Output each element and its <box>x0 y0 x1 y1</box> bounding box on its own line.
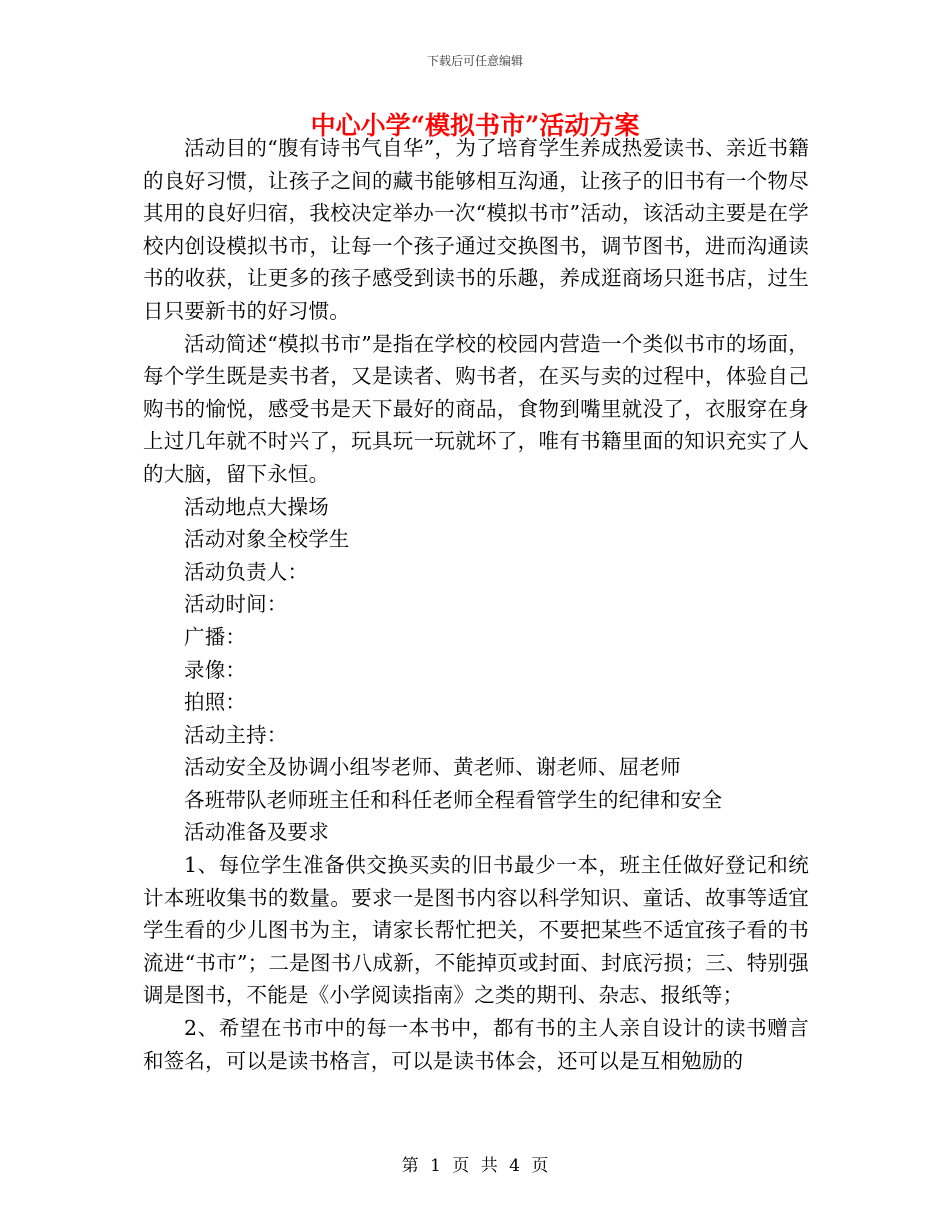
footer-page-label: 第 <box>401 1156 419 1176</box>
paragraph-safety-team: 活动安全及协调小组岑老师、黄老师、谢老师、屈老师 <box>184 755 681 780</box>
footer-total-unit: 页 <box>531 1156 549 1176</box>
page-footer <box>0 1155 950 1177</box>
paragraph-audience: 活动对象全校学生 <box>184 527 350 552</box>
paragraph-location: 活动地点大操场 <box>184 494 329 519</box>
footer-total-pages: 4 <box>509 1156 520 1176</box>
paragraph-preparation-heading: 活动准备及要求 <box>184 820 329 845</box>
paragraph-requirement-1: 1、每位学生准备供交换买卖的旧书最少一本，班主任做好登记和统计本班收集书的数量。要求一是图书内容以科学知识、童话、故事等适宜学生看的少儿图书为主，请家长帮忙把关，不要把某些不适宜孩子看的书流进“书市”；二是图书八成新，不能掉页或封面、封底污损；三、特别强调是图书，不能是《小学阅读指南》之类的期刊、杂志、报纸等； <box>143 853 809 1008</box>
paragraph-time: 活动时间： <box>184 592 288 617</box>
paragraph-class-teachers: 各班带队老师班主任和科任老师全程看管学生的纪律和安全 <box>184 787 723 812</box>
paragraph-requirement-2: 2、希望在书市中的每一本书中，都有书的主人亲自设计的读书赠言和签名，可以是读书格言，可以是读书体会，还可以是互相勉励的 <box>143 1016 809 1073</box>
paragraph-purpose: 活动目的“腹有诗书气自华”，为了培育学生养成热爱读书、亲近书籍的良好习惯，让孩子之间的藏书能够相互沟通，让孩子的旧书有一个物尽其用的良好归宿，我校决定举办一次“模拟书市”活动，该活动主要是在学校内创设模拟书市，让每一个孩子通过交换图书，调节图书，进而沟通读书的收获，让更多的孩子感受到读书的乐趣，养成逛商场只逛书店，过生日只要新书的好习惯。 <box>143 136 809 323</box>
paragraph-photography: 拍照： <box>184 690 247 715</box>
document-body <box>143 132 809 1077</box>
document-title: 中心小学“模拟书市”活动方案 <box>310 111 640 140</box>
footer-page-unit: 页 <box>452 1156 470 1176</box>
footer-total-label: 共 <box>480 1156 498 1176</box>
paragraph-broadcast: 广播： <box>184 624 247 649</box>
paragraph-owner: 活动负责人： <box>184 559 309 584</box>
footer-current-page: 1 <box>430 1156 441 1176</box>
page-header: 下载后可任意编辑 <box>426 54 523 68</box>
paragraph-host: 活动主持： <box>184 722 288 747</box>
paragraph-summary: 活动简述“模拟书市”是指在学校的校园内营造一个类似书市的场面，每个学生既是卖书者，又是读者、购书者，在买与卖的过程中，体验自己购书的愉悦，感受书是天下最好的商品，食物到嘴里就没了，衣服穿在身上过几年就不时兴了，玩具玩一玩就坏了，唯有书籍里面的知识充实了人的大脑，留下永恒。 <box>143 331 809 486</box>
paragraph-recording: 录像： <box>184 657 247 682</box>
